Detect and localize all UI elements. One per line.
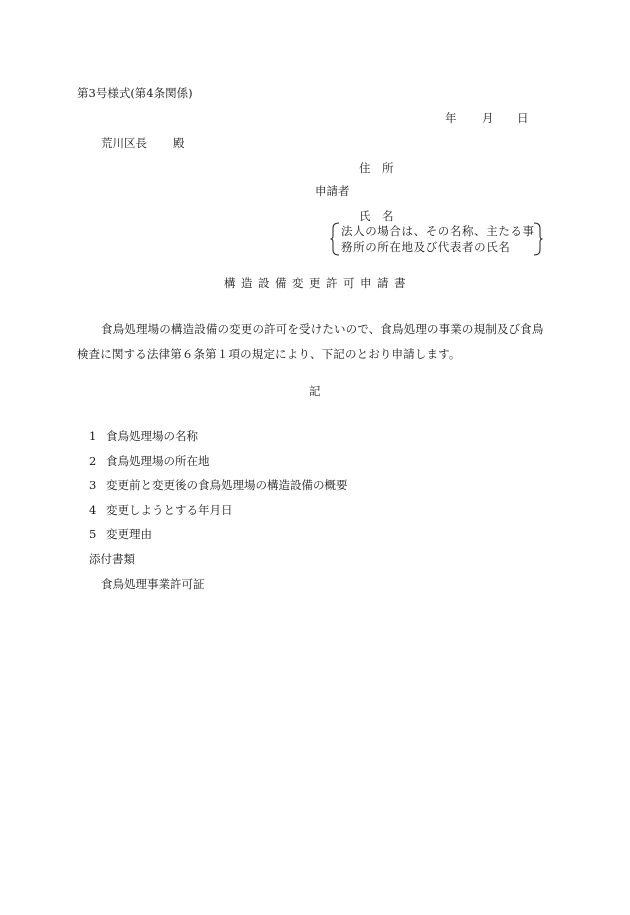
list-item (89, 454, 210, 468)
honorific: 殿 (173, 136, 185, 150)
corporate-note-line-1: 法人の場合は、その名称、主たる事 (341, 224, 535, 238)
date-year: 年 (445, 111, 457, 125)
date-month: 月 (482, 111, 494, 125)
item-text: 変更しようとする年月日 (106, 503, 233, 517)
item-text: 変更理由 (106, 527, 152, 541)
item-number: 1 (89, 429, 97, 443)
ki-label: 記 (309, 384, 321, 398)
list-item (89, 503, 233, 517)
applicant-label: 申請者 (315, 184, 350, 198)
form-number-label: 第3号様式(第4条関係) (77, 86, 193, 100)
list-item (89, 527, 152, 541)
list-item (89, 478, 348, 492)
date-day: 日 (517, 111, 529, 125)
item-text: 食鳥処理場の所在地 (106, 454, 210, 468)
left-bracket (330, 222, 340, 256)
item-number: 5 (89, 527, 97, 541)
document-title: 構造設備変更許可申請書 (224, 276, 411, 290)
body-text-line-1: 食鳥処理場の構造設備の変更の許可を受けたいので、食鳥処理の事業の規制及び食鳥 (101, 322, 544, 336)
body-text-line-2: 検査に関する法律第６条第１項の規定により、下記のとおり申請します。 (77, 347, 461, 361)
attachment-item: 食鳥処理事業許可証 (101, 577, 205, 591)
item-text: 食鳥処理場の名称 (106, 429, 198, 443)
item-number: 3 (89, 478, 97, 492)
address-label: 住 所 (359, 161, 394, 175)
item-number: 2 (89, 454, 97, 468)
attachments-label: 添付書類 (89, 552, 135, 566)
list-item (89, 429, 198, 443)
item-number: 4 (89, 503, 97, 517)
name-label: 氏 名 (359, 209, 394, 223)
corporate-note-line-2: 務所の所在地及び代表者の氏名 (341, 240, 511, 254)
item-text: 変更前と変更後の食鳥処理場の構造設備の概要 (106, 478, 348, 492)
addressee: 荒川区長 (101, 136, 147, 150)
right-bracket (533, 222, 543, 256)
